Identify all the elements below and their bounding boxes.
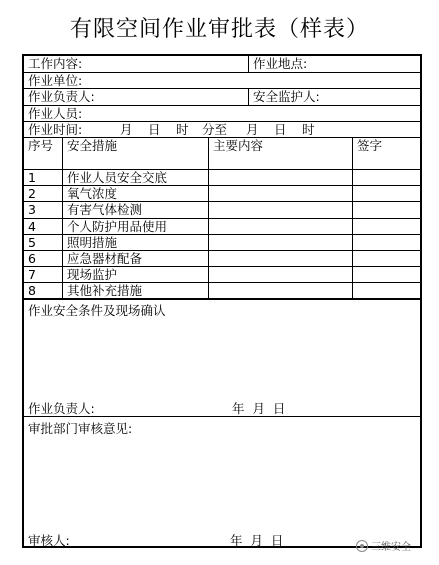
col-content-header: 主要内容: [208, 138, 352, 169]
workers-field[interactable]: 作业人员:: [28, 106, 83, 121]
time-month-2: 月: [246, 122, 259, 137]
row-number: 1: [28, 170, 36, 185]
measure-content-cell[interactable]: [208, 251, 352, 266]
time-month-1: 月: [120, 122, 133, 137]
table-row: [24, 235, 420, 251]
row-number: 2: [28, 186, 36, 202]
row-number: 8: [28, 283, 36, 298]
confirm-heading: 作业安全条件及现场确认: [28, 303, 166, 318]
wechat-icon: [356, 540, 368, 552]
measure-content-cell[interactable]: [208, 267, 352, 282]
measure-content-cell[interactable]: [208, 235, 352, 250]
table-row: [24, 267, 420, 283]
row-workers: [24, 106, 420, 122]
measure-content-cell[interactable]: [208, 219, 352, 234]
approval-date[interactable]: 年 月 日: [230, 533, 284, 548]
col-seq-header: 序号: [28, 138, 54, 153]
measure-name: 现场监护: [62, 267, 208, 282]
time-day-1: 日: [148, 122, 161, 137]
table-row: [24, 202, 420, 218]
watermark-text: 三维安全: [371, 542, 411, 553]
approval-form: [22, 54, 422, 548]
time-minute-to: 分至: [202, 122, 228, 137]
row-work-content: [24, 56, 420, 73]
work-leader-field[interactable]: 作业负责人:: [28, 89, 95, 104]
table-row: [24, 170, 420, 186]
col-sign-header: 签字: [352, 138, 422, 169]
signature-cell[interactable]: [352, 202, 422, 217]
signature-cell[interactable]: [352, 219, 422, 234]
work-content-field[interactable]: 工作内容:: [28, 56, 83, 71]
watermark: [356, 538, 411, 553]
row-work-time: [24, 122, 420, 138]
time-hour-1: 时: [176, 122, 189, 137]
reviewer-label[interactable]: 审核人:: [28, 533, 70, 548]
measures-table-header: [24, 138, 420, 170]
measure-name: 个人防护用品使用: [62, 219, 208, 234]
row-number: 4: [28, 218, 36, 234]
approval-section: [24, 417, 420, 547]
safety-supervisor-field[interactable]: 安全监护人:: [248, 89, 422, 105]
measure-name: 氧气浓度: [62, 186, 208, 201]
table-row: [24, 186, 420, 202]
measure-name: 应急器材配备: [62, 251, 208, 266]
row-leader: [24, 89, 420, 106]
signature-cell[interactable]: [352, 170, 422, 185]
measure-name: 照明措施: [62, 235, 208, 250]
measure-content-cell[interactable]: [208, 202, 352, 217]
signature-cell[interactable]: [352, 267, 422, 282]
measure-name: 有害气体检测: [62, 202, 208, 217]
row-number: 3: [28, 202, 36, 218]
work-unit-field[interactable]: 作业单位:: [28, 73, 83, 88]
row-number: 7: [28, 267, 36, 283]
measure-content-cell[interactable]: [208, 283, 352, 297]
signature-cell[interactable]: [352, 251, 422, 266]
time-day-2: 日: [274, 122, 287, 137]
work-time-field[interactable]: [24, 122, 422, 137]
signature-cell[interactable]: [352, 283, 422, 297]
measure-content-cell[interactable]: [208, 170, 352, 185]
row-number: 6: [28, 251, 36, 266]
work-time-label: 作业时间:: [28, 122, 83, 137]
measure-name: 其他补充措施: [62, 283, 208, 297]
form-title: 有限空间作业审批表（样表）: [69, 17, 369, 42]
table-row: [24, 251, 420, 267]
measure-content-cell[interactable]: [208, 186, 352, 201]
signature-cell[interactable]: [352, 235, 422, 250]
col-measures-header: 安全措施: [62, 138, 208, 169]
table-row: [24, 283, 420, 299]
row-number: 5: [28, 234, 36, 250]
work-location-field[interactable]: 作业地点:: [248, 56, 422, 72]
confirm-date[interactable]: 年 月 日: [232, 401, 286, 416]
row-work-unit: [24, 73, 420, 89]
confirm-section: [24, 301, 420, 417]
confirm-leader-label[interactable]: 作业负责人:: [28, 401, 95, 416]
time-hour-2: 时: [302, 122, 315, 137]
signature-cell[interactable]: [352, 186, 422, 201]
table-row: [24, 219, 420, 235]
measure-name: 作业人员安全交底: [62, 170, 208, 185]
approval-heading: 审批部门审核意见:: [28, 421, 133, 436]
